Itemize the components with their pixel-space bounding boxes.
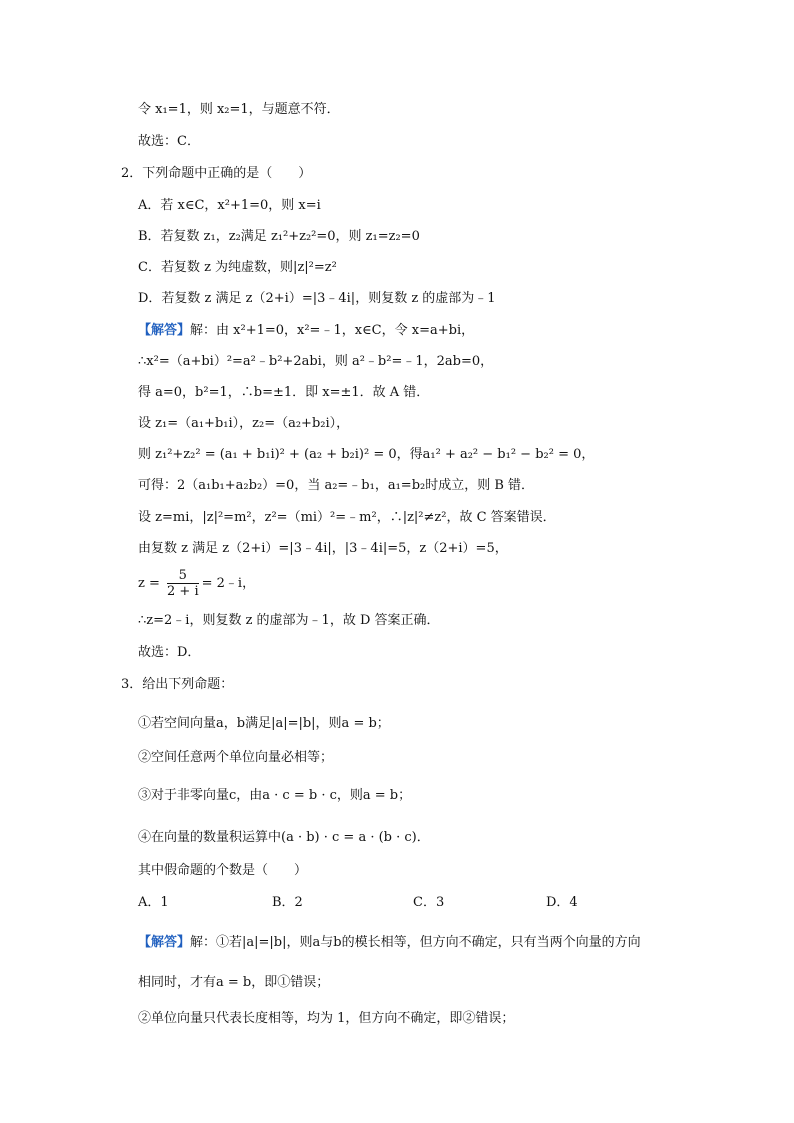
q2-solution-line: ∴z=2﹣i，则复数 z 的虚部为﹣1，故 D 答案正确． — [138, 613, 440, 628]
q2-option-c: C．若复数 z 为纯虚数，则|z|²=z² — [138, 260, 337, 275]
question-3-stem: 3．给出下列命题： — [121, 677, 234, 692]
q2-fraction-line — [138, 568, 255, 599]
q3-solution-line: ②单位向量只代表长度相等，均为 1，但方向不确定，即②错误； — [138, 1011, 515, 1026]
q2-option-b: B．若复数 z₁，z₂满足 z₁²+z₂²=0，则 z₁=z₂=0 — [138, 229, 420, 244]
q2-option-d: D．若复数 z 满足 z（2+i）=|3﹣4i|，则复数 z 的虚部为﹣1 — [138, 291, 496, 306]
text-line: 故选：C． — [138, 134, 200, 149]
fraction-suffix: = 2﹣i， — [201, 576, 256, 591]
q3-option-b: B．2 — [272, 895, 303, 910]
q3-proposition-2: ②空间任意两个单位向量必相等； — [138, 750, 334, 765]
fraction-denominator: 2 + i — [167, 584, 199, 599]
answer-tag: 【解答】 — [138, 935, 191, 950]
question-2-stem: 2．下列命题中正确的是（ ） — [121, 166, 312, 181]
q2-solution-line: 设 z₁=（a₁+b₁i），z₂=（a₂+b₂i）， — [138, 416, 350, 431]
q3-option-a: A．1 — [138, 895, 169, 910]
fraction-numerator: 5 — [167, 568, 199, 584]
solution-text: 解：①若|a|=|b|，则a与b的模长相等，但方向不确定，只有当两个向量的方向 — [190, 935, 641, 950]
answer-tag: 【解答】 — [138, 323, 191, 338]
q3-option-c: C．3 — [413, 895, 445, 910]
q2-solution-line: ∴x²=（a+bi）²=a²﹣b²+2abi，则 a²﹣b²=﹣1，2ab=0， — [138, 354, 494, 369]
q2-solution-line: 可得：2（a₁b₁+a₂b₂）=0，当 a₂=﹣b₁，a₁=b₂时成立，则 B 错． — [138, 478, 535, 493]
q2-solution-line: 设 z=mi，|z|²=m²，z²=（mi）²=﹣m²，∴|z|²≠z²，故 C 答案错误． — [138, 510, 556, 525]
fraction — [167, 568, 199, 599]
q2-solution-line: 故选：D． — [138, 645, 201, 660]
q3-proposition-4: ④在向量的数量积运算中(a · b) · c = a · (b · c)． — [138, 830, 430, 845]
q3-option-d: D．4 — [546, 895, 578, 910]
q3-question: 其中假命题的个数是（ ） — [138, 863, 308, 878]
q3-solution-line: 相同时，才有a = b，即①错误； — [138, 975, 330, 990]
q3-proposition-3: ③对于非零向量c，由a · c = b · c，则a = b； — [138, 788, 412, 803]
fraction-prefix: z = — [138, 576, 165, 591]
q2-solution-line — [138, 322, 474, 340]
q2-solution-line: 得 a=0，b²=1，∴b=±1．即 x=±1．故 A 错． — [138, 385, 430, 400]
q3-proposition-1: ①若空间向量a，b满足|a|=|b|，则a = b； — [138, 716, 390, 731]
solution-text: 解：由 x²+1=0，x²=﹣1，x∈C，令 x=a+bi， — [190, 323, 475, 338]
q2-option-a: A．若 x∈C，x²+1=0，则 x=i — [138, 198, 321, 213]
text-line: 令 x₁=1，则 x₂=1，与题意不符． — [138, 102, 340, 117]
q3-solution-line — [138, 934, 641, 952]
q2-solution-line: 则 z₁²+z₂² = (a₁ + b₁i)² + (a₂ + b₂i)² = 0，得a₁² + a₂² − b₁² − b₂² = 0， — [138, 447, 595, 462]
q2-solution-line: 由复数 z 满足 z（2+i）=|3﹣4i|，|3﹣4i|=5，z（2+i）=5， — [138, 541, 508, 556]
